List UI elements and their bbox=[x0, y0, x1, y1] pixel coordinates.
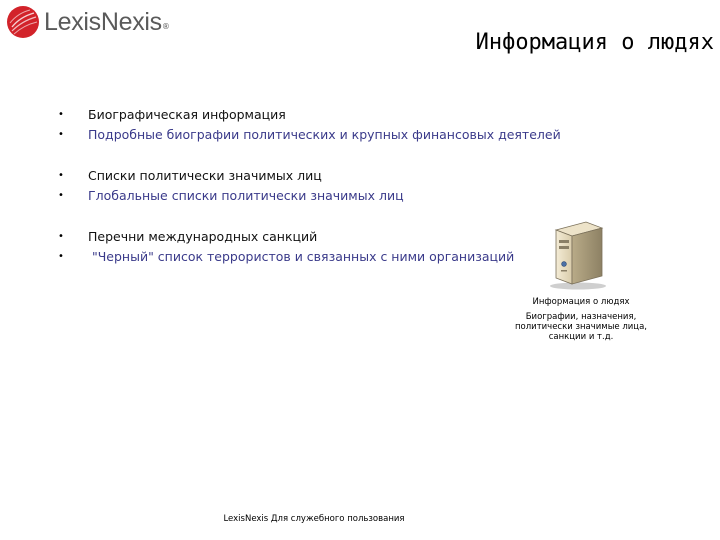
list-item bbox=[58, 185, 404, 205]
bullet-group-biographies bbox=[58, 104, 561, 144]
lexisnexis-logo bbox=[6, 4, 170, 40]
list-item-text: "Черный" список террористов и связанных с ними организаций bbox=[88, 248, 515, 264]
lexisnexis-logo-icon bbox=[6, 5, 40, 39]
bullet-marker: • bbox=[58, 189, 64, 201]
list-item bbox=[58, 104, 561, 124]
server-caption-body: Биографии, назначения, политически значимые лица, санкции и т.д. bbox=[514, 312, 647, 342]
page-title: Информация о людях bbox=[475, 30, 714, 55]
list-item bbox=[58, 124, 561, 144]
list-item-text: Подробные биографии политических и крупных финансовых деятелей bbox=[88, 126, 561, 142]
bullet-marker: • bbox=[58, 108, 64, 120]
bullet-group-sanctions bbox=[58, 226, 514, 266]
bullet-marker: • bbox=[58, 128, 64, 140]
trademark-mark: ® bbox=[161, 21, 170, 31]
bullet-group-pep-lists bbox=[58, 165, 404, 205]
bullet-marker: • bbox=[58, 230, 64, 242]
list-item-text: Списки политически значимых лиц bbox=[88, 167, 322, 183]
brand-name: LexisNexis bbox=[44, 7, 162, 36]
bullet-marker: • bbox=[58, 169, 64, 181]
server-caption-title: Информация о людях bbox=[532, 297, 630, 307]
list-item-text: Перечни международных санкций bbox=[88, 228, 318, 244]
list-item bbox=[58, 226, 514, 246]
list-item-text: Биографическая информация bbox=[88, 106, 286, 122]
bullet-marker: • bbox=[58, 250, 64, 262]
server-icon bbox=[546, 218, 612, 294]
list-item-text: Глобальные списки политически значимых лиц bbox=[88, 187, 404, 203]
list-item bbox=[58, 165, 404, 185]
list-item bbox=[58, 246, 514, 266]
footer-text: LexisNexis Для служебного пользования bbox=[223, 514, 405, 524]
